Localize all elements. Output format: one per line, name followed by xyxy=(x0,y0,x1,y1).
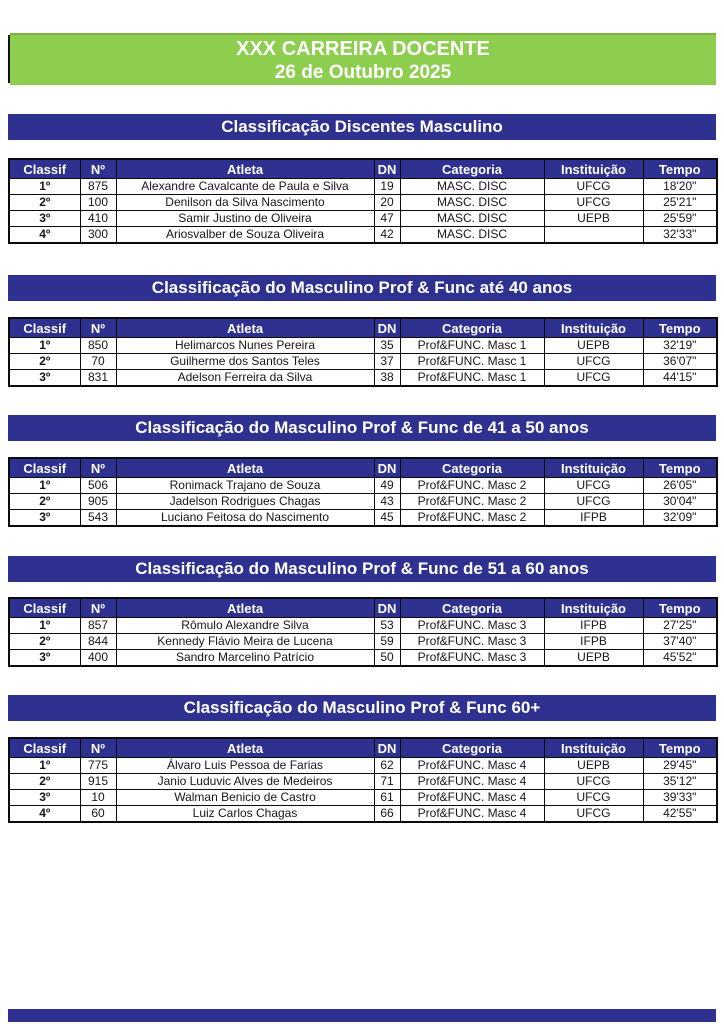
column-header: Tempo xyxy=(643,159,717,179)
cell: UFCG xyxy=(544,494,643,510)
header-row xyxy=(9,598,717,618)
cell: UEPB xyxy=(544,758,643,774)
cell: MASC. DISC xyxy=(400,179,544,195)
table-row xyxy=(9,478,717,494)
cell: 32'19" xyxy=(643,338,717,354)
cell: 857 xyxy=(80,618,116,634)
cell: 4º xyxy=(9,806,80,823)
event-banner xyxy=(10,33,716,85)
cell: 400 xyxy=(80,650,116,667)
column-header: Atleta xyxy=(116,159,374,179)
section-title-prof-func-41-50: Classificação do Masculino Prof & Func de 41 a 50 anos xyxy=(8,415,716,441)
cell: 3º xyxy=(9,370,80,387)
cell: Prof&FUNC. Masc 4 xyxy=(400,758,544,774)
cell: 36'07" xyxy=(643,354,717,370)
cell: Prof&FUNC. Masc 4 xyxy=(400,790,544,806)
cell: 543 xyxy=(80,510,116,527)
table-row xyxy=(9,494,717,510)
table-row xyxy=(9,227,717,244)
cell: 506 xyxy=(80,478,116,494)
cell: Prof&FUNC. Masc 3 xyxy=(400,634,544,650)
cell: 59 xyxy=(374,634,400,650)
cell: Guilherme dos Santos Teles xyxy=(116,354,374,370)
table-row xyxy=(9,211,717,227)
column-header: Categoria xyxy=(400,458,544,478)
column-header: Categoria xyxy=(400,318,544,338)
cell: Helimarcos Nunes Pereira xyxy=(116,338,374,354)
column-header: Nº xyxy=(80,159,116,179)
cell: 1º xyxy=(9,338,80,354)
cell: 1º xyxy=(9,179,80,195)
column-header: Atleta xyxy=(116,598,374,618)
cell: Prof&FUNC. Masc 2 xyxy=(400,478,544,494)
cell: 875 xyxy=(80,179,116,195)
cell: 18'20" xyxy=(643,179,717,195)
cell: 1º xyxy=(9,478,80,494)
cell: 42'55" xyxy=(643,806,717,823)
cell: UEPB xyxy=(544,650,643,667)
table-row xyxy=(9,195,717,211)
results-table-grid xyxy=(8,317,718,387)
cell: IFPB xyxy=(544,618,643,634)
header-row xyxy=(9,318,717,338)
section-title-discentes-masculino: Classificação Discentes Masculino xyxy=(8,114,716,140)
cell: 30'04" xyxy=(643,494,717,510)
cell: 1º xyxy=(9,618,80,634)
cell: Walman Benicio de Castro xyxy=(116,790,374,806)
results-table-grid xyxy=(8,737,718,823)
cell: 4º xyxy=(9,227,80,244)
column-header: Instituição xyxy=(544,738,643,758)
cell: 905 xyxy=(80,494,116,510)
cell: Kennedy Flávio Meira de Lucena xyxy=(116,634,374,650)
column-header: Atleta xyxy=(116,738,374,758)
cell: Prof&FUNC. Masc 4 xyxy=(400,774,544,790)
column-header: Tempo xyxy=(643,738,717,758)
cell: Prof&FUNC. Masc 1 xyxy=(400,338,544,354)
column-header: Classif xyxy=(9,738,80,758)
cell: 26'05" xyxy=(643,478,717,494)
cell: IFPB xyxy=(544,510,643,527)
cell: 32'09" xyxy=(643,510,717,527)
cell: UFCG xyxy=(544,179,643,195)
column-header: Classif xyxy=(9,458,80,478)
column-header: Classif xyxy=(9,598,80,618)
results-table-prof-func-60-plus xyxy=(8,737,716,823)
cell: 45'52" xyxy=(643,650,717,667)
cell: 3º xyxy=(9,211,80,227)
column-header: Classif xyxy=(9,318,80,338)
cell: 49 xyxy=(374,478,400,494)
column-header: Categoria xyxy=(400,159,544,179)
cell: 20 xyxy=(374,195,400,211)
table-row xyxy=(9,806,717,823)
table-row xyxy=(9,179,717,195)
table-row xyxy=(9,634,717,650)
cell: Adelson Ferreira da Silva xyxy=(116,370,374,387)
cell: Prof&FUNC. Masc 1 xyxy=(400,354,544,370)
cell: 3º xyxy=(9,510,80,527)
event-title: XXX CARREIRA DOCENTE xyxy=(236,38,490,60)
cell: 60 xyxy=(80,806,116,823)
table-row xyxy=(9,758,717,774)
cell: 25'59" xyxy=(643,211,717,227)
cell: UFCG xyxy=(544,806,643,823)
cell: Prof&FUNC. Masc 2 xyxy=(400,510,544,527)
cell: Samir Justino de Oliveira xyxy=(116,211,374,227)
column-header: Categoria xyxy=(400,598,544,618)
cell xyxy=(544,227,643,244)
results-table-grid xyxy=(8,597,718,667)
section-title-prof-func-51-60: Classificação do Masculino Prof & Func de 51 a 60 anos xyxy=(8,556,716,582)
cell: Ariosvalber de Souza Oliveira xyxy=(116,227,374,244)
footer-bar xyxy=(8,1009,716,1022)
cell: 2º xyxy=(9,494,80,510)
column-header: Nº xyxy=(80,598,116,618)
cell: Luciano Feitosa do Nascimento xyxy=(116,510,374,527)
cell: Alexandre Cavalcante de Paula e Silva xyxy=(116,179,374,195)
cell: 37'40" xyxy=(643,634,717,650)
table-row xyxy=(9,510,717,527)
cell: Luiz Carlos Chagas xyxy=(116,806,374,823)
cell: Prof&FUNC. Masc 3 xyxy=(400,618,544,634)
column-header: DN xyxy=(374,318,400,338)
cell: UFCG xyxy=(544,790,643,806)
cell: Álvaro Luis Pessoa de Farias xyxy=(116,758,374,774)
header-row xyxy=(9,159,717,179)
table-row xyxy=(9,370,717,387)
cell: 2º xyxy=(9,354,80,370)
cell: IFPB xyxy=(544,634,643,650)
cell: 38 xyxy=(374,370,400,387)
cell: 915 xyxy=(80,774,116,790)
cell: 66 xyxy=(374,806,400,823)
cell: Prof&FUNC. Masc 2 xyxy=(400,494,544,510)
cell: 300 xyxy=(80,227,116,244)
cell: UEPB xyxy=(544,338,643,354)
cell: 37 xyxy=(374,354,400,370)
results-table-discentes-masculino xyxy=(8,158,716,244)
cell: 19 xyxy=(374,179,400,195)
cell: 775 xyxy=(80,758,116,774)
column-header: DN xyxy=(374,738,400,758)
cell: 10 xyxy=(80,790,116,806)
column-header: DN xyxy=(374,458,400,478)
table-row xyxy=(9,338,717,354)
event-date: 26 de Outubro 2025 xyxy=(274,62,452,83)
column-header: DN xyxy=(374,159,400,179)
column-header: Instituição xyxy=(544,458,643,478)
section-title-prof-func-ate-40: Classificação do Masculino Prof & Func até 40 anos xyxy=(8,275,716,301)
table-row xyxy=(9,650,717,667)
cell: 53 xyxy=(374,618,400,634)
cell: UFCG xyxy=(544,354,643,370)
cell: Ronimack Trajano de Souza xyxy=(116,478,374,494)
cell: Rômulo Alexandre Silva xyxy=(116,618,374,634)
cell: 62 xyxy=(374,758,400,774)
cell: 44'15" xyxy=(643,370,717,387)
column-header: Nº xyxy=(80,738,116,758)
cell: 39'33" xyxy=(643,790,717,806)
cell: Denilson da Silva Nascimento xyxy=(116,195,374,211)
cell: MASC. DISC xyxy=(400,227,544,244)
header-row xyxy=(9,458,717,478)
column-header: Atleta xyxy=(116,318,374,338)
cell: 831 xyxy=(80,370,116,387)
cell: 45 xyxy=(374,510,400,527)
cell: UEPB xyxy=(544,211,643,227)
column-header: Instituição xyxy=(544,159,643,179)
cell: UFCG xyxy=(544,478,643,494)
results-table-prof-func-41-50 xyxy=(8,457,716,527)
results-table-grid xyxy=(8,158,718,244)
column-header: Instituição xyxy=(544,318,643,338)
results-table-prof-func-51-60 xyxy=(8,597,716,667)
column-header: Tempo xyxy=(643,598,717,618)
cell: 3º xyxy=(9,650,80,667)
results-table-prof-func-ate-40 xyxy=(8,317,716,387)
cell: 2º xyxy=(9,774,80,790)
section-title-prof-func-60-plus: Classificação do Masculino Prof & Func 60+ xyxy=(8,695,716,721)
column-header: Instituição xyxy=(544,598,643,618)
cell: 29'45" xyxy=(643,758,717,774)
cell: 2º xyxy=(9,634,80,650)
results-table-grid xyxy=(8,457,718,527)
cell: 50 xyxy=(374,650,400,667)
cell: 844 xyxy=(80,634,116,650)
cell: 35 xyxy=(374,338,400,354)
cell: 47 xyxy=(374,211,400,227)
cell: 2º xyxy=(9,195,80,211)
cell: 32'33" xyxy=(643,227,717,244)
cell: Janio Luduvic Alves de Medeiros xyxy=(116,774,374,790)
cell: 1º xyxy=(9,758,80,774)
cell: 3º xyxy=(9,790,80,806)
column-header: Tempo xyxy=(643,458,717,478)
cell: MASC. DISC xyxy=(400,195,544,211)
cell: Prof&FUNC. Masc 4 xyxy=(400,806,544,823)
column-header: Nº xyxy=(80,458,116,478)
column-header: Categoria xyxy=(400,738,544,758)
cell: 100 xyxy=(80,195,116,211)
column-header: Atleta xyxy=(116,458,374,478)
cell: UFCG xyxy=(544,195,643,211)
column-header: Nº xyxy=(80,318,116,338)
cell: Prof&FUNC. Masc 3 xyxy=(400,650,544,667)
column-header: Classif xyxy=(9,159,80,179)
cell: Jadelson Rodrigues Chagas xyxy=(116,494,374,510)
table-row xyxy=(9,790,717,806)
cell: 850 xyxy=(80,338,116,354)
cell: UFCG xyxy=(544,774,643,790)
table-row xyxy=(9,774,717,790)
cell: 70 xyxy=(80,354,116,370)
column-header: DN xyxy=(374,598,400,618)
cell: Prof&FUNC. Masc 1 xyxy=(400,370,544,387)
cell: 71 xyxy=(374,774,400,790)
cell: 25'21" xyxy=(643,195,717,211)
cell: MASC. DISC xyxy=(400,211,544,227)
header-row xyxy=(9,738,717,758)
cell: 61 xyxy=(374,790,400,806)
cell: 35'12" xyxy=(643,774,717,790)
table-row xyxy=(9,618,717,634)
cell: 43 xyxy=(374,494,400,510)
cell: 42 xyxy=(374,227,400,244)
cell: 27'25" xyxy=(643,618,717,634)
column-header: Tempo xyxy=(643,318,717,338)
table-row xyxy=(9,354,717,370)
cell: 410 xyxy=(80,211,116,227)
cell: Sandro Marcelino Patrício xyxy=(116,650,374,667)
cell: UFCG xyxy=(544,370,643,387)
